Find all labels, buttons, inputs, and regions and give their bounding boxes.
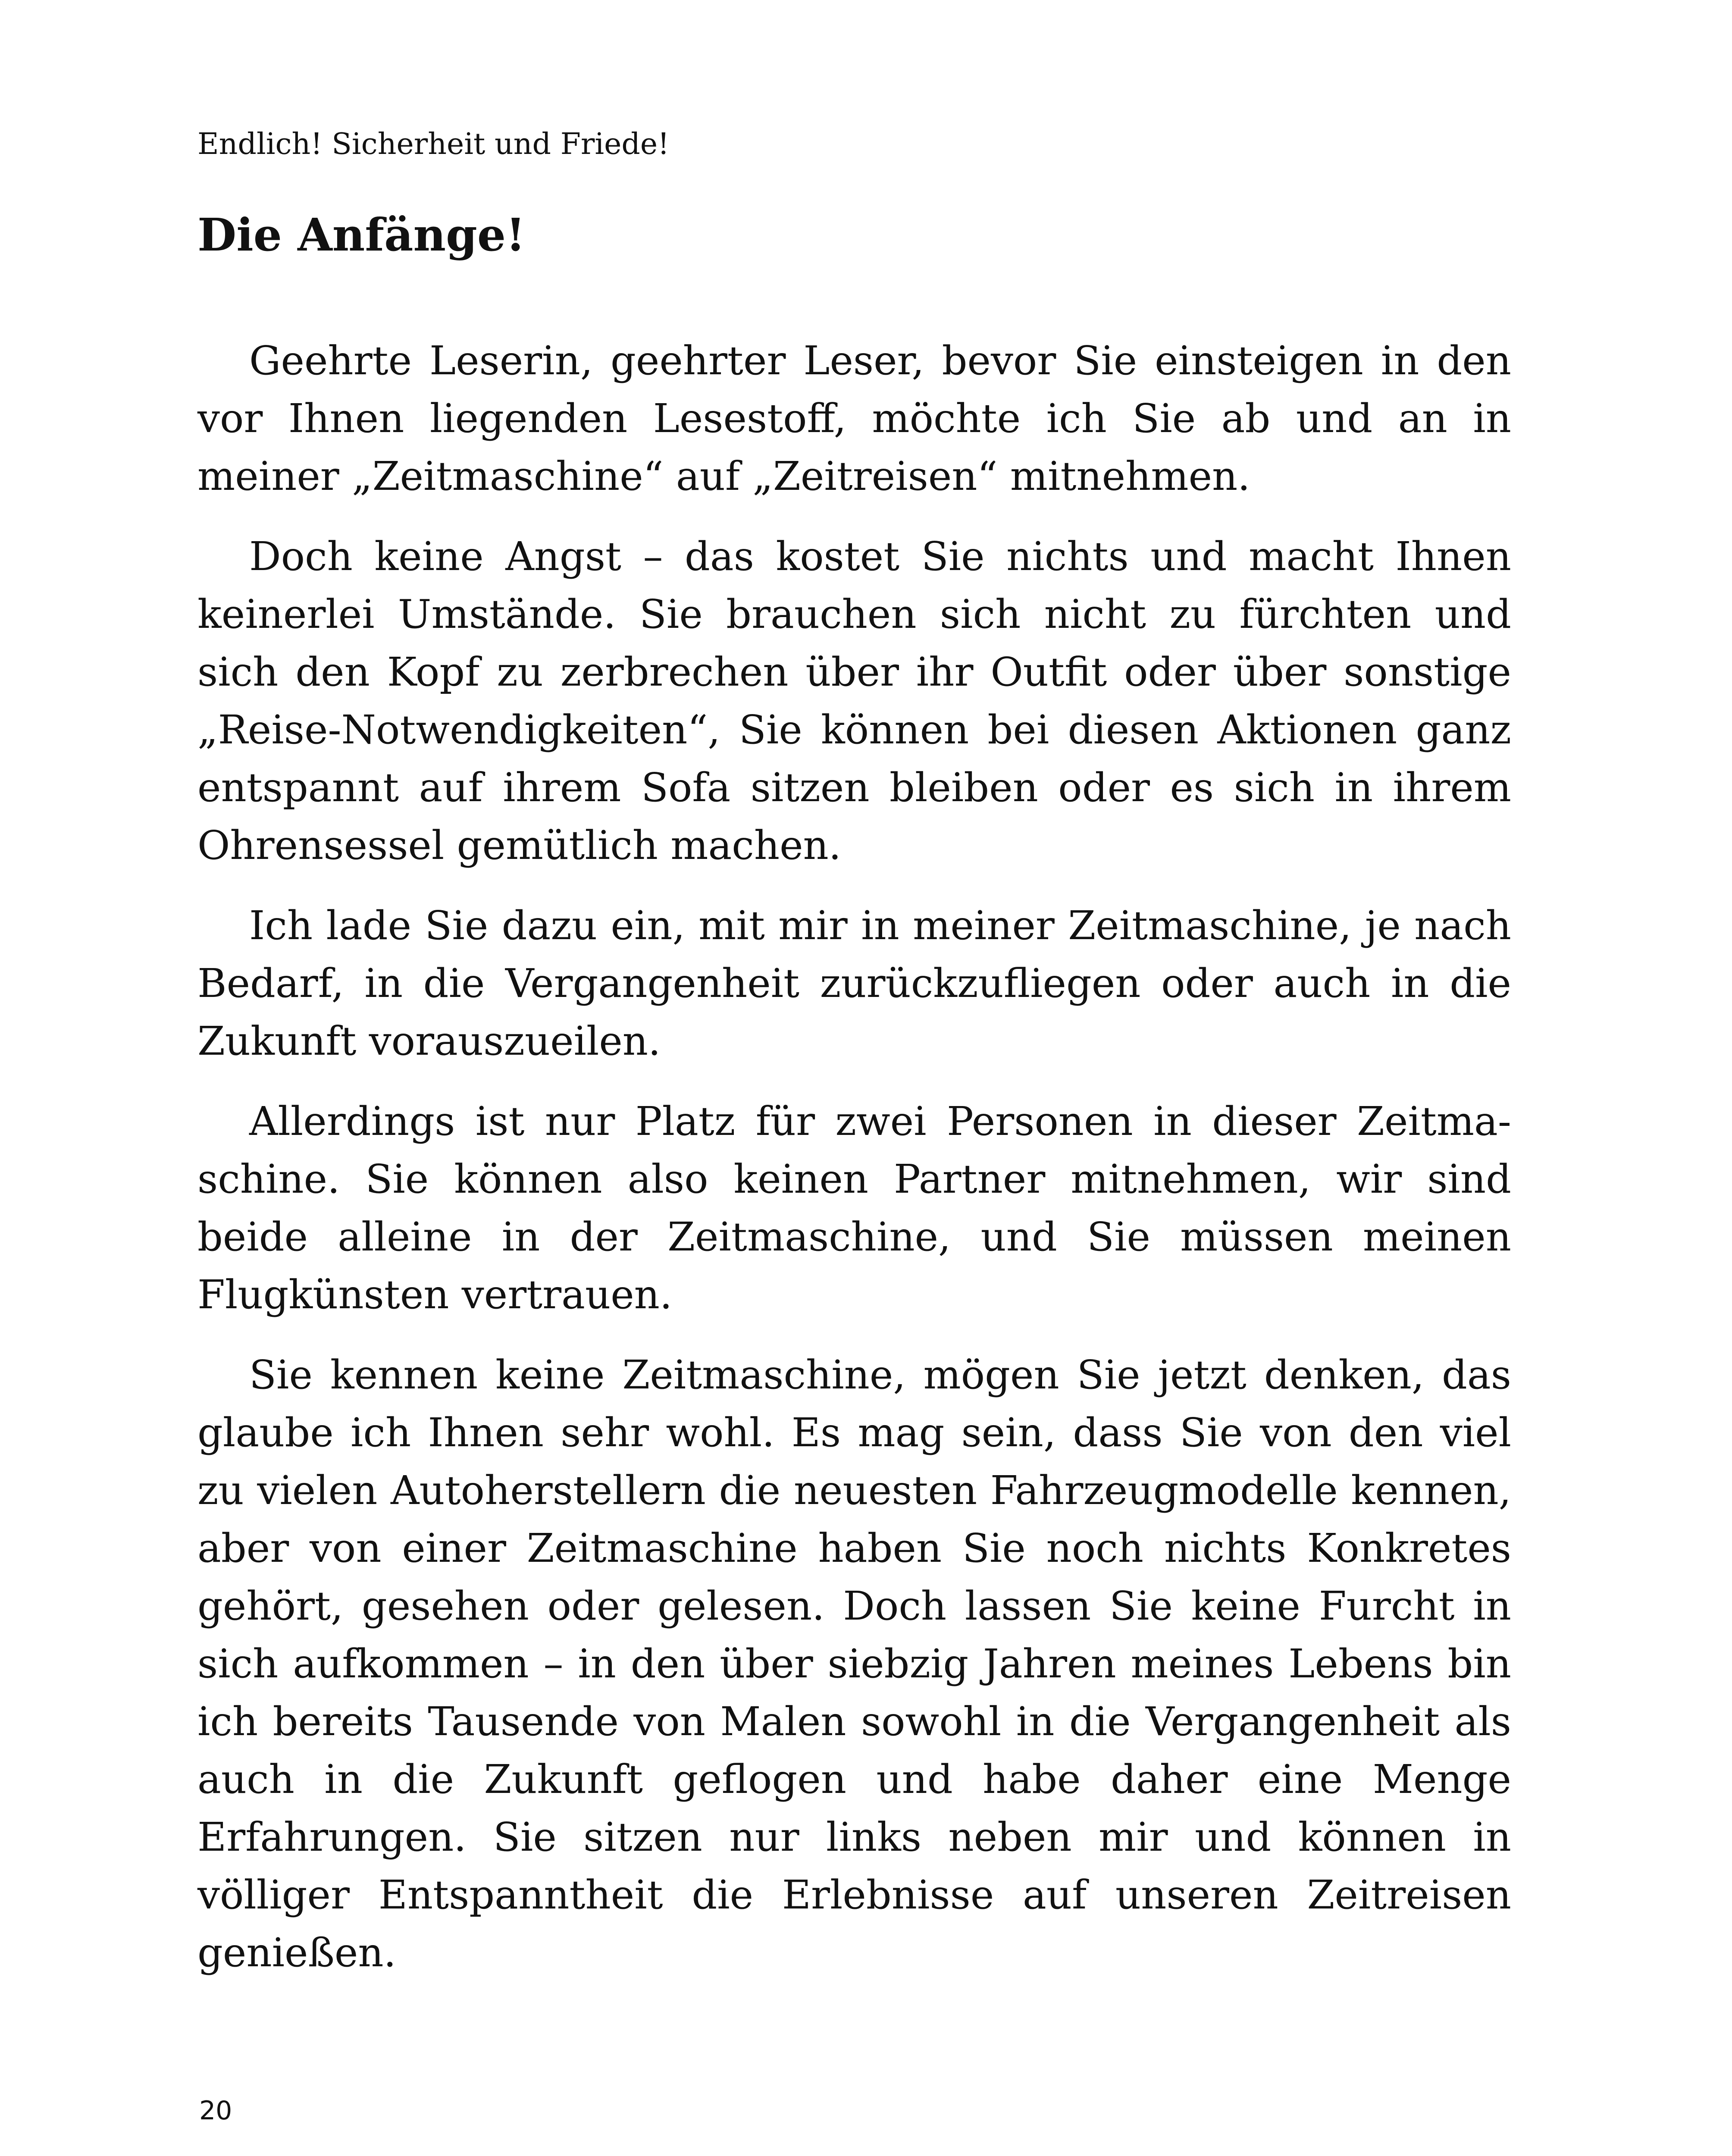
paragraph-4: Allerdings ist nur Platz für zwei Personen in dieser Zeitmaschine. Sie können also keinen Partner mitnehmen, wir sind beide alleine in der Zeitmaschine, und Sie müssen meinen Flugkünsten vertrauen.: [197, 1098, 1511, 1318]
body-text: [197, 332, 1511, 2004]
paragraph-5: Sie kennen keine Zeitmaschine, mögen Sie jetzt denken, das glaube ich Ihnen sehr wohl. Es mag sein, dass Sie von den viel zu vielen Autoherstellern die neuesten Fahrzeugmodelle kennen, aber von einer Zeitmaschine haben Sie noch nichts Konkretes gehört, gesehen oder gelesen. Doch lassen Sie keine Furcht in sich aufkommen – in den über siebzig Jahren meines Lebens bin ich bereits Tausende von Malen sowohl in die Vergangenheit als auch in die Zukunft geflogen und habe daher eine Menge Erfahrungen. Sie sitzen nur links neben mir und können in völliger Entspanntheit die Erlebnisse auf unseren Zeitreisen genießen.: [197, 1352, 1511, 1976]
chapter-title: Die Anfänge!: [197, 208, 526, 261]
running-header: Endlich! Sicherheit und Friede!: [197, 127, 670, 161]
page-number: 20: [199, 2096, 232, 2126]
paragraph-3: Ich lade Sie dazu ein, mit mir in meiner Zeitmaschine, je nach Bedarf, in die Vergangenheit zurückzufliegen oder auch in die Zukunft vorauszueilen.: [197, 903, 1511, 1064]
paragraph-2: Doch keine Angst – das kostet Sie nichts und macht Ihnen keinerlei Umstände. Sie brauchen sich nicht zu fürchten und sich den Kopf zu zerbrechen über ihr Outfit oder über sonstige „Reise-Notwendigkeiten“, Sie können bei diesen Aktionen ganz entspannt auf ihrem Sofa sitzen bleiben oder es sich in ihrem Ohrensessel gemütlich machen.: [197, 533, 1511, 868]
paragraph-1: Geehrte Leserin, geehrter Leser, bevor Sie einsteigen in den vor Ihnen liegenden Lesestoff, möchte ich Sie ab und an in meiner „Zeitmaschine“ auf „Zeitreisen“ mitnehmen.: [197, 338, 1511, 499]
